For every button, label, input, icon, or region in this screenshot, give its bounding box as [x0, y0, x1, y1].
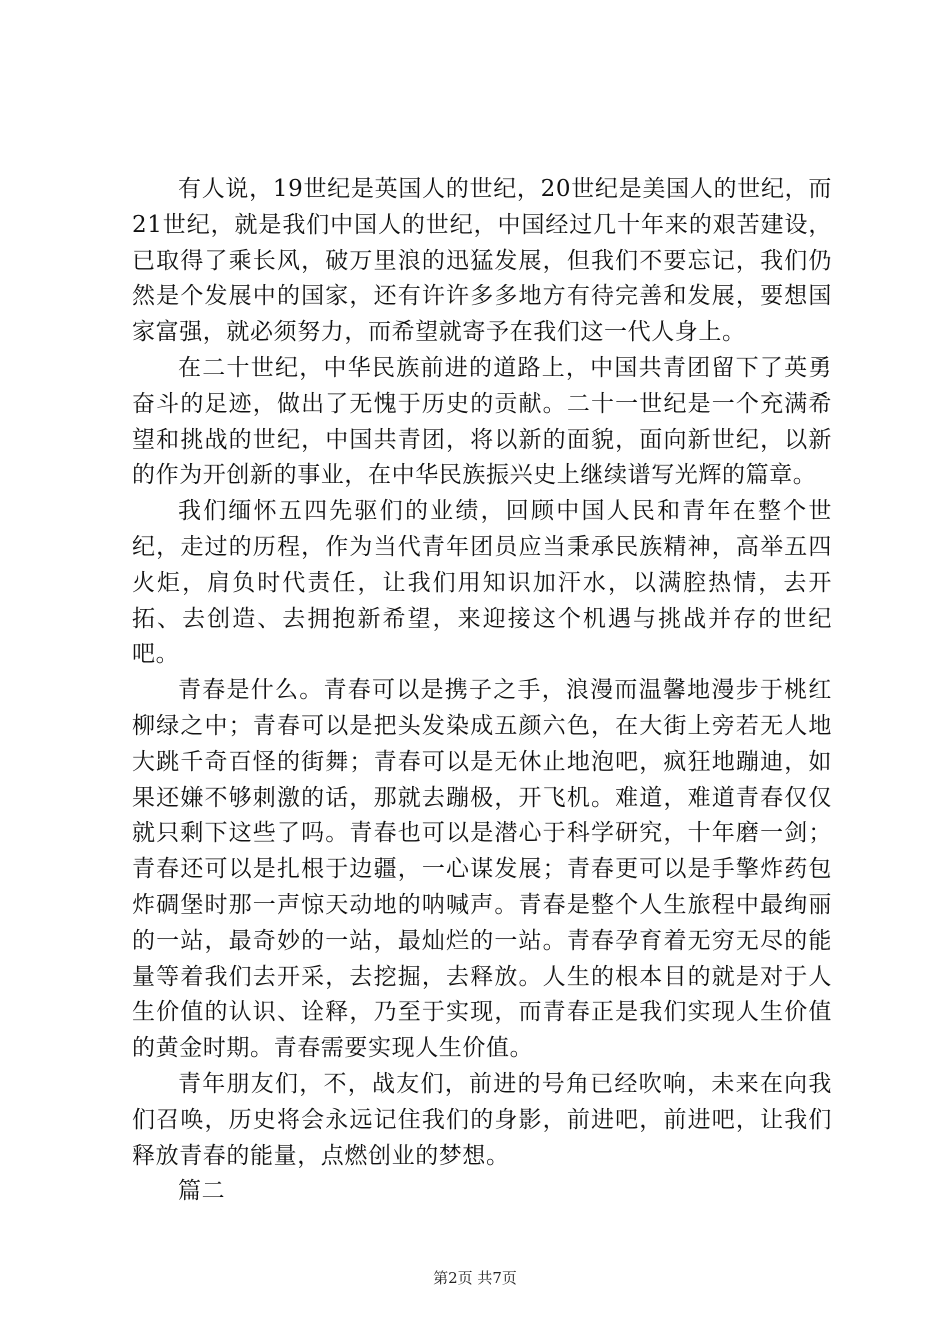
paragraph-1: 有人说，19世纪是英国人的世纪，20世纪是美国人的世纪，而21世纪，就是我们中国人的世纪，中国经过几十年来的艰苦建设，已取得了乘长风，破万里浪的迅猛发展，但我们不要忘记，我们仍然是个发展中的国家，还有许许多多地方有待完善和发展，要想国家富强，就必须努力，而希望就寄予在我们这一代人身上。: [132, 176, 832, 346]
page-number-footer: 第2页 共7页: [433, 1269, 517, 1287]
paragraph-3: 我们缅怀五四先驱们的业绩，回顾中国人民和青年在整个世纪，走过的历程，作为当代青年团员应当秉承民族精神，高举五四火炬，肩负时代责任，让我们用知识加汗水，以满腔热情，去开拓、去创造、去拥抱新希望，来迎接这个机遇与挑战并存的世纪吧。: [132, 498, 832, 668]
paragraph-5: 青年朋友们，不，战友们，前进的号角已经吹响，未来在向我们召唤，历史将会永远记住我们的身影，前进吧，前进吧，让我们释放青春的能量，点燃创业的梦想。: [132, 1070, 832, 1169]
document-body: [132, 172, 832, 1210]
paragraph-4: 青春是什么。青春可以是携子之手，浪漫而温馨地漫步于桃红柳绿之中；青春可以是把头发染成五颜六色，在大街上旁若无人地大跳千奇百怪的街舞；青春可以是无休止地泡吧，疯狂地蹦迪，如果还嫌不够刺激的话，那就去蹦极，开飞机。难道，难道青春仅仅就只剩下这些了吗。青春也可以是潜心于科学研究，十年磨一剑；青春还可以是扎根于边疆，一心谋发展；青春更可以是手擎炸药包炸碉堡时那一声惊天动地的呐喊声。青春是整个人生旅程中最绚丽的一站，最奇妙的一站，最灿烂的一站。青春孕育着无穷无尽的能量等着我们去开采，去挖掘，去释放。人生的根本目的就是对于人生价值的认识、诠释，乃至于实现，而青春正是我们实现人生价值的黄金时期。青春需要实现人生价值。: [132, 677, 832, 1062]
paragraph-2: 在二十世纪，中华民族前进的道路上，中国共青团留下了英勇奋斗的足迹，做出了无愧于历史的贡献。二十一世纪是一个充满希望和挑战的世纪，中国共青团，将以新的面貌，面向新世纪，以新的作为开创新的事业，在中华民族振兴史上继续谱写光辉的篇章。: [132, 354, 832, 489]
section-heading: 篇二: [178, 1178, 226, 1205]
